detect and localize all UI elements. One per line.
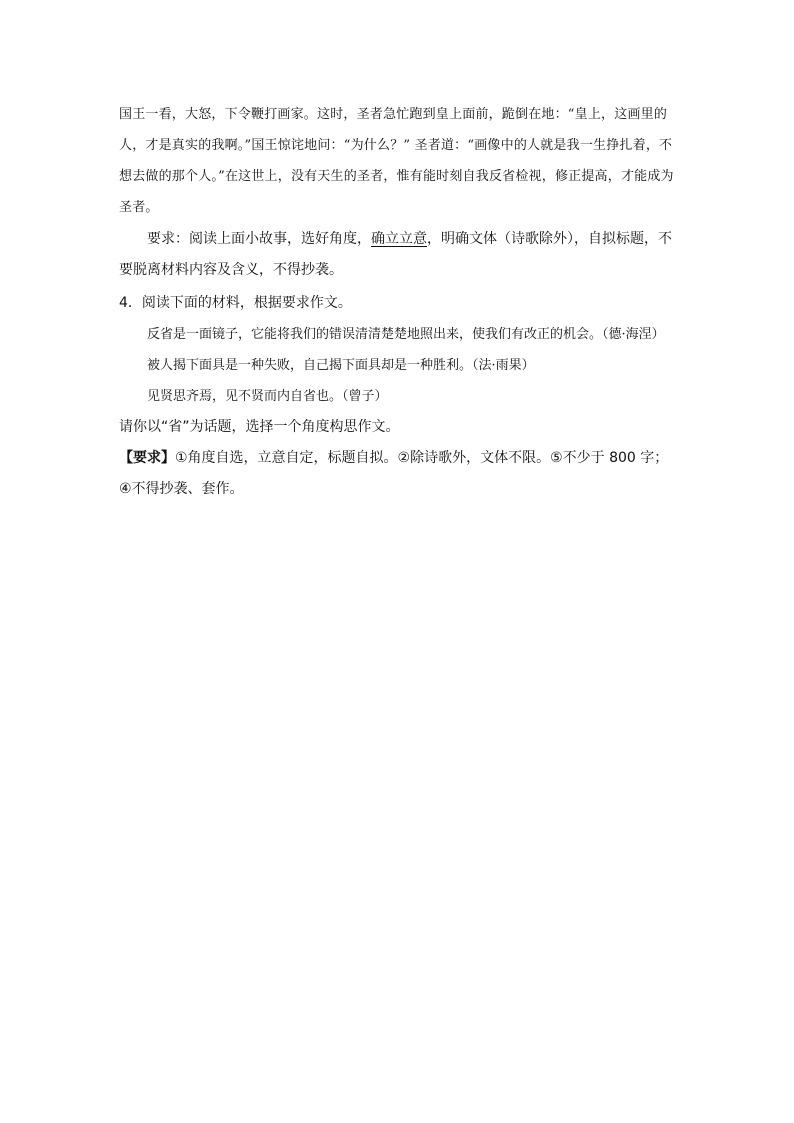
requirements-paragraph <box>119 443 675 505</box>
requirements-text: ①角度自选，立意自定，标题自拟。②除诗歌外，文体不限。⑤不少于 800 字；④不得抄袭、套作。 <box>119 450 669 497</box>
quote-2: 被人揭下面具是一种失败，自己揭下面具却是一种胜利。（法·雨果） <box>147 358 535 373</box>
requirements-label: 【要求】 <box>119 450 175 466</box>
requirement-text-after: ，明确文体（诗歌除外），自拟标题，不要脱离材料内容及含义，不得抄袭。 <box>119 231 672 278</box>
story-paragraph: 国王一看，大怒，下令鞭打画家。这时，圣者急忙跑到皇上面前，跪倒在地：“皇上，这画里的人，才是真实的我啊。”国王惊诧地问：“为什么？” 圣者道：“画像中的人就是我一生挣扎着，不想去做的那个人。”在这世上，没有天生的圣者，惟有能时刻自我反省检视，修正提高，才能成为圣者。 <box>119 107 674 215</box>
requirement-underlined-text: 确立立意 <box>371 231 427 247</box>
document-content <box>119 99 675 505</box>
requirement-paragraph <box>119 224 675 286</box>
quote-1: 反省是一面镜子，它能将我们的错误清清楚楚地照出来，使我们有改正的机会。（德·海涅） <box>147 327 665 342</box>
question-title: 4．阅读下面的材料，根据要求作文。 <box>119 295 352 311</box>
quote-3: 见贤思齐焉，见不贤而内自省也。（曾子） <box>147 389 388 404</box>
requirement-text-before: 要求：阅读上面小故事，选好角度， <box>147 231 371 247</box>
prompt-text: 请你以“省”为话题，选择一个角度构思作文。 <box>119 419 400 435</box>
